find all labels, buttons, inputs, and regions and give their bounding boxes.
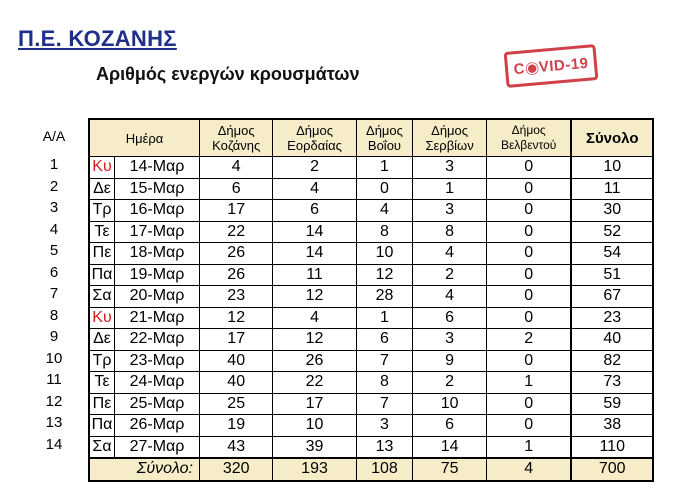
- table-row: [89, 200, 653, 222]
- table-header: [89, 119, 653, 157]
- voio-cell: 28: [356, 286, 413, 308]
- index-number: 3: [49, 199, 59, 216]
- kozani-cell: 23: [200, 286, 273, 308]
- kozani-cell: 40: [200, 350, 273, 372]
- servia-cell: 14: [413, 436, 487, 458]
- eordaia-cell: 11: [273, 264, 356, 286]
- footer-total: 700: [571, 458, 653, 481]
- index-number: 6: [49, 263, 59, 281]
- eordaia-cell: 12: [273, 329, 356, 351]
- servia-cell: 4: [413, 286, 487, 308]
- index-number: 10: [45, 349, 63, 367]
- index-list: [30, 154, 78, 455]
- index-column: [30, 118, 78, 455]
- velventos-cell: 0: [486, 157, 571, 179]
- day-cell: Πα: [89, 415, 115, 437]
- servia-cell: 3: [413, 200, 487, 222]
- voio-cell: 0: [356, 178, 413, 200]
- index-number: 14: [45, 435, 63, 453]
- servia-cell: 3: [413, 329, 487, 351]
- footer-voio: 108: [356, 458, 413, 481]
- index-number: 9: [49, 328, 59, 345]
- servia-cell: 1: [413, 178, 487, 200]
- table-row: [89, 350, 653, 372]
- voio-cell: 10: [356, 243, 413, 265]
- voio-cell: 6: [356, 329, 413, 351]
- header-day: Ημέρα: [89, 119, 200, 157]
- stamp-text-start: C: [512, 59, 526, 78]
- servia-cell: 6: [413, 307, 487, 329]
- eordaia-cell: 4: [273, 307, 356, 329]
- velventos-cell: 0: [486, 200, 571, 222]
- voio-cell: 8: [356, 221, 413, 243]
- table-row: [89, 178, 653, 200]
- total-cell: 11: [571, 178, 653, 200]
- date-cell: 23-Μαρ: [115, 350, 200, 372]
- index-number: 5: [49, 242, 59, 259]
- servia-cell: 10: [413, 393, 487, 415]
- kozani-cell: 22: [200, 221, 273, 243]
- day-cell: Κυ: [89, 157, 115, 179]
- date-cell: 21-Μαρ: [115, 307, 200, 329]
- total-cell: 23: [571, 307, 653, 329]
- date-cell: 15-Μαρ: [115, 178, 200, 200]
- header-servia: Δήμος Σερβίων: [413, 119, 487, 157]
- header-eordaia: Δήμος Εορδαίας: [273, 119, 356, 157]
- index-header: Α/Α: [42, 128, 66, 144]
- voio-cell: 1: [356, 157, 413, 179]
- kozani-cell: 4: [200, 157, 273, 179]
- virus-icon: [527, 64, 536, 73]
- day-cell: Πε: [89, 243, 115, 265]
- total-cell: 30: [571, 200, 653, 222]
- voio-cell: 7: [356, 393, 413, 415]
- eordaia-cell: 22: [273, 372, 356, 394]
- voio-cell: 7: [356, 350, 413, 372]
- eordaia-cell: 14: [273, 221, 356, 243]
- day-cell: Πε: [89, 393, 115, 415]
- voio-cell: 4: [356, 200, 413, 222]
- cases-table: [88, 118, 654, 482]
- voio-cell: 13: [356, 436, 413, 458]
- kozani-cell: 17: [200, 200, 273, 222]
- servia-cell: 6: [413, 415, 487, 437]
- eordaia-cell: 2: [273, 157, 356, 179]
- day-cell: Κυ: [89, 307, 115, 329]
- day-cell: Τρ: [89, 200, 115, 222]
- kozani-cell: 26: [200, 243, 273, 265]
- table-row: [89, 243, 653, 265]
- kozani-cell: 17: [200, 329, 273, 351]
- servia-cell: 8: [413, 221, 487, 243]
- velventos-cell: 1: [486, 372, 571, 394]
- total-cell: 40: [571, 329, 653, 351]
- date-cell: 14-Μαρ: [115, 157, 200, 179]
- date-cell: 17-Μαρ: [115, 221, 200, 243]
- kozani-cell: 40: [200, 372, 273, 394]
- velventos-cell: 0: [486, 264, 571, 286]
- index-number: 13: [45, 414, 63, 431]
- eordaia-cell: 10: [273, 415, 356, 437]
- date-cell: 26-Μαρ: [115, 415, 200, 437]
- day-cell: Τε: [89, 221, 115, 243]
- servia-cell: 3: [413, 157, 487, 179]
- total-cell: 59: [571, 393, 653, 415]
- table-row: [89, 436, 653, 458]
- day-cell: Δε: [89, 329, 115, 351]
- day-cell: Σα: [89, 436, 115, 458]
- day-cell: Σα: [89, 286, 115, 308]
- total-cell: 10: [571, 157, 653, 179]
- servia-cell: 2: [413, 264, 487, 286]
- day-cell: Δε: [89, 178, 115, 200]
- index-number: 2: [49, 177, 59, 195]
- eordaia-cell: 17: [273, 393, 356, 415]
- velventos-cell: 0: [486, 393, 571, 415]
- total-cell: 82: [571, 350, 653, 372]
- velventos-cell: 1: [486, 436, 571, 458]
- table-row: [89, 157, 653, 179]
- total-cell: 110: [571, 436, 653, 458]
- day-cell: Τε: [89, 372, 115, 394]
- velventos-cell: 0: [486, 415, 571, 437]
- kozani-cell: 26: [200, 264, 273, 286]
- page-subtitle: Αριθμός ενεργών κρουσμάτων: [96, 64, 360, 84]
- date-cell: 25-Μαρ: [115, 393, 200, 415]
- index-number: 11: [46, 371, 62, 388]
- velventos-cell: 0: [486, 350, 571, 372]
- date-cell: 16-Μαρ: [115, 200, 200, 222]
- table-row: [89, 329, 653, 351]
- footer-kozani: 320: [200, 458, 273, 481]
- velventos-cell: 0: [486, 178, 571, 200]
- total-cell: 51: [571, 264, 653, 286]
- velventos-cell: 0: [486, 221, 571, 243]
- date-cell: 19-Μαρ: [115, 264, 200, 286]
- covid-stamp: [504, 44, 599, 88]
- date-cell: 18-Μαρ: [115, 243, 200, 265]
- index-number: 8: [49, 306, 59, 324]
- total-cell: 54: [571, 243, 653, 265]
- date-cell: 27-Μαρ: [115, 436, 200, 458]
- velventos-cell: 2: [486, 329, 571, 351]
- footer-label: Σύνολο:: [89, 458, 200, 481]
- total-cell: 73: [571, 372, 653, 394]
- footer-velventos: 4: [486, 458, 571, 481]
- date-cell: 22-Μαρ: [115, 329, 200, 351]
- eordaia-cell: 12: [273, 286, 356, 308]
- eordaia-cell: 4: [273, 178, 356, 200]
- servia-cell: 2: [413, 372, 487, 394]
- stamp-text-end: VID-19: [538, 54, 590, 76]
- voio-cell: 12: [356, 264, 413, 286]
- footer-servia: 75: [413, 458, 487, 481]
- table-row: [89, 415, 653, 437]
- page-heading: Π.Ε. ΚΟΖΑΝΗΣ: [18, 26, 177, 51]
- index-number: 1: [49, 156, 59, 173]
- servia-cell: 4: [413, 243, 487, 265]
- kozani-cell: 43: [200, 436, 273, 458]
- table-body: [89, 157, 653, 459]
- total-cell: 52: [571, 221, 653, 243]
- table-footer: [89, 458, 653, 481]
- index-number: 7: [49, 285, 59, 302]
- voio-cell: 3: [356, 415, 413, 437]
- date-cell: 24-Μαρ: [115, 372, 200, 394]
- kozani-cell: 6: [200, 178, 273, 200]
- eordaia-cell: 26: [273, 350, 356, 372]
- total-cell: 38: [571, 415, 653, 437]
- header-voio: Δήμος Βοΐου: [356, 119, 413, 157]
- index-number: 4: [49, 220, 59, 238]
- table-row: [89, 372, 653, 394]
- day-cell: Τρ: [89, 350, 115, 372]
- eordaia-cell: 14: [273, 243, 356, 265]
- total-cell: 67: [571, 286, 653, 308]
- eordaia-cell: 6: [273, 200, 356, 222]
- header-total: Σύνολο: [571, 119, 653, 157]
- servia-cell: 9: [413, 350, 487, 372]
- voio-cell: 8: [356, 372, 413, 394]
- table-row: [89, 221, 653, 243]
- day-cell: Πα: [89, 264, 115, 286]
- header-velventos: Δήμος Βελβεντού: [486, 119, 571, 157]
- velventos-cell: 0: [486, 286, 571, 308]
- velventos-cell: 0: [486, 307, 571, 329]
- velventos-cell: 0: [486, 243, 571, 265]
- date-cell: 20-Μαρ: [115, 286, 200, 308]
- table-row: [89, 264, 653, 286]
- table-row: [89, 307, 653, 329]
- header-kozani: Δήμος Κοζάνης: [200, 119, 273, 157]
- kozani-cell: 12: [200, 307, 273, 329]
- table-row: [89, 286, 653, 308]
- index-number: 12: [45, 392, 63, 410]
- voio-cell: 1: [356, 307, 413, 329]
- footer-eordaia: 193: [273, 458, 356, 481]
- kozani-cell: 25: [200, 393, 273, 415]
- kozani-cell: 19: [200, 415, 273, 437]
- table-row: [89, 393, 653, 415]
- eordaia-cell: 39: [273, 436, 356, 458]
